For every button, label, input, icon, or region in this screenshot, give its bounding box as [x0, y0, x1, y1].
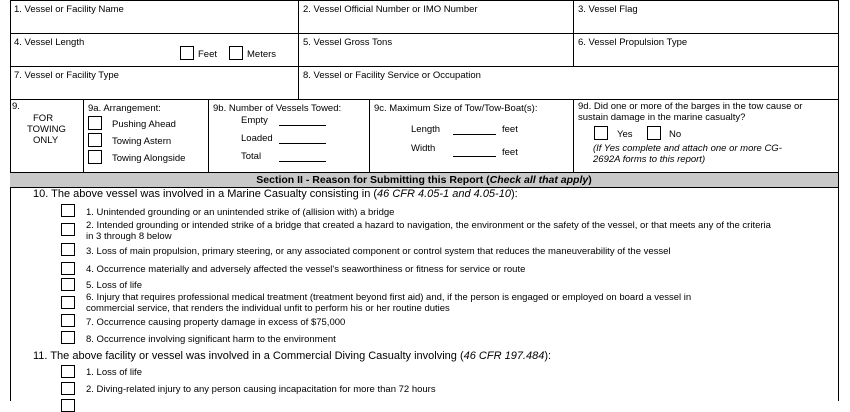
q10-heading: 10. The above vessel was involved in a Marine Casualty consisting in (46 CFR 4.05-1 and 4.05-10): — [33, 188, 518, 200]
q10-item-8-checkbox[interactable] — [61, 331, 75, 344]
q10-item-1-checkbox[interactable] — [61, 204, 75, 217]
towing-alongside-checkbox[interactable] — [88, 150, 102, 164]
q10-item-6: 6. Injury that requires professional medical treatment (treatment beyond first aid) and, if the person is engaged or employed on board a vessel in commercial service, that renders the individual unfit to perform his or her routine duties — [86, 292, 692, 314]
total-input[interactable] — [279, 161, 326, 162]
width-input[interactable] — [453, 156, 496, 157]
loaded-label: Loaded — [241, 133, 273, 144]
vessel-flag-label: 3. Vessel Flag — [578, 4, 638, 15]
section-ii-header — [10, 172, 838, 188]
width-feet-label: feet — [502, 147, 518, 158]
max-size-label: 9c. Maximum Size of Tow/Tow-Boat(s): — [374, 103, 538, 114]
vessel-name-label: 1. Vessel or Facility Name — [14, 4, 124, 15]
gross-tons-label: 5. Vessel Gross Tons — [303, 37, 393, 48]
towing-alongside-label: Towing Alongside — [112, 153, 186, 164]
q10-item-7: 7. Occurrence causing property damage in excess of $75,000 — [86, 317, 346, 328]
grid-line — [10, 0, 839, 1]
pushing-ahead-checkbox[interactable] — [88, 116, 102, 130]
width-label: Width — [411, 143, 436, 154]
q11-heading: 11. The above facility or vessel was involved in a Commercial Diving Casualty involving (46 CFR 197.484): — [33, 350, 552, 362]
q10-item-2: 2. Intended grounding or intended strike of a bridge that created a hazard to navigation, the environment or the safety of the vessel, or that meets any of the criteria in 3 through 8 below — [86, 220, 771, 242]
total-label: Total — [241, 151, 262, 162]
q10-item-8: 8. Occurrence involving significant harm to the environment — [86, 334, 336, 345]
propulsion-label: 6. Vessel Propulsion Type — [578, 37, 688, 48]
grid-line — [573, 0, 574, 66]
q11-item-2-checkbox[interactable] — [61, 382, 75, 395]
q11-item-1: 1. Loss of life — [86, 367, 142, 378]
feet-checkbox[interactable] — [180, 46, 194, 60]
towing-only: ONLY — [33, 135, 59, 146]
grid-line — [10, 33, 839, 34]
grid-line — [208, 99, 209, 172]
feet-label: Feet — [198, 49, 218, 60]
yes-note: (If Yes complete and attach one or more CG-2692A forms to this report) — [593, 143, 782, 165]
grid-line — [369, 99, 370, 172]
grid-line — [83, 99, 84, 172]
towing-for: FOR — [33, 113, 54, 124]
meters-checkbox[interactable] — [229, 46, 243, 60]
vessel-length-label: 4. Vessel Length — [14, 37, 85, 48]
grid-line — [298, 0, 299, 99]
yes-label: Yes — [617, 129, 633, 140]
form-border-right — [838, 0, 839, 401]
q10-item-3: 3. Loss of main propulsion, primary steering, or any associated component or control system that reduces the maneuverability of the vessel — [86, 246, 671, 257]
section-ii-title: Section II - Reason for Submitting this Report (Check all that apply) — [256, 174, 592, 186]
facility-type-label: 7. Vessel or Facility Type — [14, 70, 119, 81]
no-checkbox[interactable] — [647, 126, 661, 140]
grid-line — [10, 99, 839, 100]
towing-number: 9. — [12, 101, 20, 112]
q10-item-1: 1. Unintended grounding or an unintended strike of (allision with) a bridge — [86, 207, 395, 218]
q10-item-6-checkbox[interactable] — [61, 296, 75, 309]
q10-item-5-checkbox[interactable] — [61, 278, 75, 291]
q10-item-5: 5. Loss of life — [86, 280, 142, 291]
q10-item-7-checkbox[interactable] — [61, 314, 75, 327]
empty-label: Empty — [241, 115, 268, 126]
arrangement-label: 9a. Arrangement: — [88, 103, 161, 114]
pushing-ahead-label: Pushing Ahead — [112, 119, 176, 130]
meters-label: Meters — [247, 49, 277, 60]
no-label: No — [669, 129, 682, 140]
q10-item-4-checkbox[interactable] — [61, 262, 75, 275]
towing-astern-label: Towing Astern — [112, 136, 172, 147]
q10-item-4: 4. Occurrence materially and adversely affected the vessel's seaworthiness or fitness for service or route — [86, 264, 526, 275]
barges-question: 9d. Did one or more of the barges in the tow cause or sustain damage in the marine casualty? — [578, 101, 803, 123]
q10-item-2-checkbox[interactable] — [61, 223, 75, 236]
grid-line — [573, 99, 574, 172]
official-number-label: 2. Vessel Official Number or IMO Number — [303, 4, 478, 15]
q11-item-1-checkbox[interactable] — [61, 365, 75, 378]
service-label: 8. Vessel or Facility Service or Occupation — [303, 70, 481, 81]
length-label: Length — [411, 124, 441, 135]
q10-item-3-checkbox[interactable] — [61, 243, 75, 256]
towing-towing: TOWING — [27, 124, 66, 135]
num-towed-label: 9b. Number of Vessels Towed: — [213, 103, 342, 114]
empty-input[interactable] — [279, 125, 326, 126]
q11-item-2: 2. Diving-related injury to any person causing incapacitation for more than 72 hours — [86, 384, 436, 395]
loaded-input[interactable] — [279, 143, 326, 144]
grid-line — [10, 66, 839, 67]
form-border-left — [10, 0, 11, 401]
length-feet-label: feet — [502, 124, 518, 135]
length-input[interactable] — [453, 134, 496, 135]
towing-astern-checkbox[interactable] — [88, 133, 102, 147]
yes-checkbox[interactable] — [594, 126, 608, 140]
